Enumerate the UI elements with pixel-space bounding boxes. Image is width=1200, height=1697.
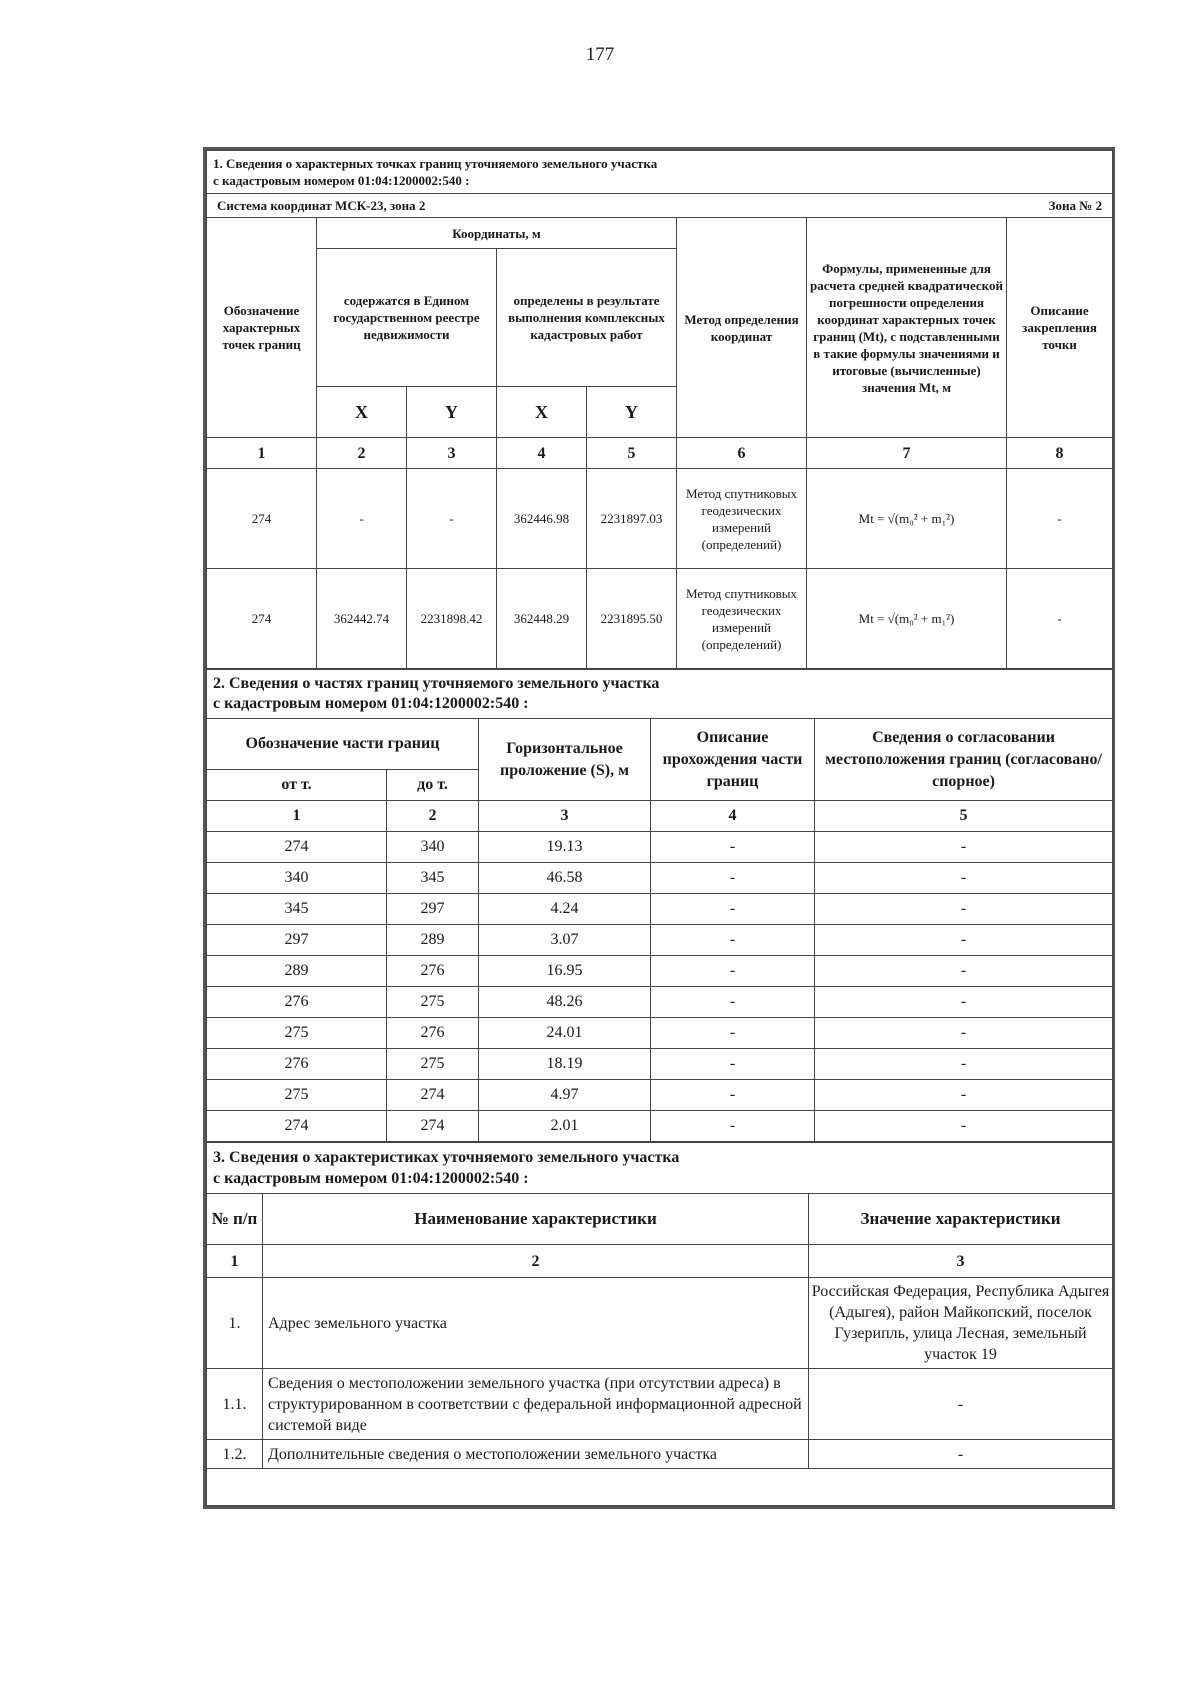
agreement: - bbox=[815, 925, 1113, 956]
col-num: 3 bbox=[479, 801, 651, 832]
from-point: 297 bbox=[207, 925, 387, 956]
empty-row bbox=[207, 1469, 1113, 1506]
table-row bbox=[207, 832, 1113, 863]
header-method: Метод определения координат bbox=[677, 218, 807, 438]
characteristic-name: Адрес земельного участка bbox=[263, 1278, 809, 1369]
to-point: 274 bbox=[387, 1111, 479, 1142]
section1-title bbox=[207, 151, 1113, 194]
col-num: 4 bbox=[497, 438, 587, 469]
table-row bbox=[207, 925, 1113, 956]
header-det-y: Y bbox=[587, 387, 677, 438]
coord-system: Система координат МСК-23, зона 2 bbox=[207, 194, 807, 218]
agreement: - bbox=[815, 894, 1113, 925]
horizontal-distance: 48.26 bbox=[479, 987, 651, 1018]
horizontal-distance: 46.58 bbox=[479, 863, 651, 894]
to-point: 276 bbox=[387, 956, 479, 987]
method: Метод спутниковых геодезических измерений (определений) bbox=[677, 469, 807, 569]
table-row bbox=[207, 894, 1113, 925]
characteristics-table bbox=[206, 1142, 1113, 1506]
characteristic-value: - bbox=[809, 1440, 1113, 1469]
from-point: 275 bbox=[207, 1018, 387, 1049]
reg-x: - bbox=[317, 469, 407, 569]
from-point: 340 bbox=[207, 863, 387, 894]
col-num: 2 bbox=[317, 438, 407, 469]
header-coordinates: Координаты, м bbox=[317, 218, 677, 249]
passage: - bbox=[651, 1111, 815, 1142]
header-from: от т. bbox=[207, 770, 387, 801]
characteristic-name: Дополнительные сведения о местоположении земельного участка bbox=[263, 1440, 809, 1469]
agreement: - bbox=[815, 1080, 1113, 1111]
row-num: 1.2. bbox=[207, 1440, 263, 1469]
passage: - bbox=[651, 863, 815, 894]
from-point: 345 bbox=[207, 894, 387, 925]
row-num: 1.1. bbox=[207, 1369, 263, 1440]
table-row bbox=[207, 987, 1113, 1018]
agreement: - bbox=[815, 863, 1113, 894]
to-point: 275 bbox=[387, 987, 479, 1018]
col-num: 5 bbox=[587, 438, 677, 469]
col-num: 3 bbox=[407, 438, 497, 469]
agreement: - bbox=[815, 832, 1113, 863]
formula: Mt = √(m₀² + m₁²) bbox=[807, 469, 1007, 569]
point-id: 274 bbox=[207, 569, 317, 669]
section1-title-line2: с кадастровым номером 01:04:1200002:540 : bbox=[213, 173, 470, 188]
agreement: - bbox=[815, 1111, 1113, 1142]
page-number: 177 bbox=[585, 44, 615, 65]
empty-cell bbox=[207, 1469, 1113, 1506]
passage: - bbox=[651, 956, 815, 987]
header-num: № п/п bbox=[207, 1194, 263, 1245]
col-num: 5 bbox=[815, 801, 1113, 832]
section2-title-line1: 2. Сведения о частях границ уточняемого земельного участка bbox=[213, 675, 660, 692]
boundary-parts-table bbox=[206, 669, 1113, 1142]
from-point: 275 bbox=[207, 1080, 387, 1111]
column-numbers-row bbox=[207, 438, 1113, 469]
table-row bbox=[207, 956, 1113, 987]
characteristic-name: Сведения о местоположении земельного участка (при отсутствии адреса) в структурированном в соответствии с федеральной информационной адресной системой виде bbox=[263, 1369, 809, 1440]
table-row bbox=[207, 469, 1113, 569]
col-num: 3 bbox=[809, 1245, 1113, 1278]
col-num: 8 bbox=[1007, 438, 1113, 469]
to-point: 274 bbox=[387, 1080, 479, 1111]
reg-y: 2231898.42 bbox=[407, 569, 497, 669]
reg-y: - bbox=[407, 469, 497, 569]
col-num: 1 bbox=[207, 1245, 263, 1278]
table-row bbox=[207, 1111, 1113, 1142]
passage: - bbox=[651, 987, 815, 1018]
section3-title-line2: с кадастровым номером 01:04:1200002:540 : bbox=[213, 1170, 529, 1187]
agreement: - bbox=[815, 1049, 1113, 1080]
agreement: - bbox=[815, 987, 1113, 1018]
points-table bbox=[206, 150, 1113, 669]
header-in-registry: содержатся в Едином государственном реестре недвижимости bbox=[317, 249, 497, 387]
header-determined: определены в результате выполнения комплексных кадастровых работ bbox=[497, 249, 677, 387]
to-point: 276 bbox=[387, 1018, 479, 1049]
characteristic-value: - bbox=[809, 1369, 1113, 1440]
horizontal-distance: 3.07 bbox=[479, 925, 651, 956]
horizontal-distance: 19.13 bbox=[479, 832, 651, 863]
section2-title bbox=[207, 670, 1113, 719]
table-row bbox=[207, 1018, 1113, 1049]
horizontal-distance: 16.95 bbox=[479, 956, 651, 987]
table-row bbox=[207, 863, 1113, 894]
table-row bbox=[207, 1440, 1113, 1469]
section2-title-line2: с кадастровым номером 01:04:1200002:540 : bbox=[213, 695, 529, 712]
from-point: 276 bbox=[207, 1049, 387, 1080]
horizontal-distance: 4.97 bbox=[479, 1080, 651, 1111]
passage: - bbox=[651, 1049, 815, 1080]
col-num: 6 bbox=[677, 438, 807, 469]
passage: - bbox=[651, 894, 815, 925]
header-det-x: X bbox=[497, 387, 587, 438]
header-part-designation: Обозначение части границ bbox=[207, 719, 479, 770]
horizontal-distance: 2.01 bbox=[479, 1111, 651, 1142]
reg-x: 362442.74 bbox=[317, 569, 407, 669]
horizontal-distance: 4.24 bbox=[479, 894, 651, 925]
from-point: 274 bbox=[207, 1111, 387, 1142]
from-point: 274 bbox=[207, 832, 387, 863]
det-y: 2231897.03 bbox=[587, 469, 677, 569]
header-name: Наименование характеристики bbox=[263, 1194, 809, 1245]
horizontal-distance: 18.19 bbox=[479, 1049, 651, 1080]
table-row bbox=[207, 1369, 1113, 1440]
table-row bbox=[207, 1049, 1113, 1080]
header-designation: Обозначение характерных точек границ bbox=[207, 218, 317, 438]
col-num: 7 bbox=[807, 438, 1007, 469]
section1-title-line1: 1. Сведения о характерных точках границ уточняемого земельного участка bbox=[213, 156, 658, 171]
characteristic-value: Российская Федерация, Республика Адыгея (Адыгея), район Майкопский, поселок Гузерипль, улица Лесная, земельный участок 19 bbox=[809, 1278, 1113, 1369]
passage: - bbox=[651, 925, 815, 956]
header-value: Значение характеристики bbox=[809, 1194, 1113, 1245]
to-point: 275 bbox=[387, 1049, 479, 1080]
table-row bbox=[207, 1080, 1113, 1111]
agreement: - bbox=[815, 956, 1113, 987]
header-passage: Описание прохождения части границ bbox=[651, 719, 815, 801]
section3-title-line1: 3. Сведения о характеристиках уточняемого земельного участка bbox=[213, 1149, 680, 1166]
table-row bbox=[207, 1278, 1113, 1369]
method: Метод спутниковых геодезических измерений (определений) bbox=[677, 569, 807, 669]
header-reg-y: Y bbox=[407, 387, 497, 438]
header-formulas: Формулы, примененные для расчета средней квадратической погрешности определения координат характерных точек границ (Mt), с подставленными в такие формулы значениями и итоговые (вычисленные) значения Mt, м bbox=[807, 218, 1007, 438]
header-agreement: Сведения о согласовании местоположения границ (согласовано/спорное) bbox=[815, 719, 1113, 801]
header-to: до т. bbox=[387, 770, 479, 801]
description: - bbox=[1007, 569, 1113, 669]
to-point: 297 bbox=[387, 894, 479, 925]
to-point: 345 bbox=[387, 863, 479, 894]
column-numbers-row bbox=[207, 801, 1113, 832]
zone-label: Зона № 2 bbox=[807, 194, 1113, 218]
description: - bbox=[1007, 469, 1113, 569]
col-num: 2 bbox=[387, 801, 479, 832]
formula: Mt = √(m₀² + m₁²) bbox=[807, 569, 1007, 669]
det-y: 2231895.50 bbox=[587, 569, 677, 669]
column-numbers-row bbox=[207, 1245, 1113, 1278]
col-num: 1 bbox=[207, 801, 387, 832]
from-point: 289 bbox=[207, 956, 387, 987]
horizontal-distance: 24.01 bbox=[479, 1018, 651, 1049]
col-num: 2 bbox=[263, 1245, 809, 1278]
passage: - bbox=[651, 1018, 815, 1049]
to-point: 340 bbox=[387, 832, 479, 863]
col-num: 1 bbox=[207, 438, 317, 469]
col-num: 4 bbox=[651, 801, 815, 832]
cadastral-document bbox=[203, 147, 1115, 1509]
table-row bbox=[207, 569, 1113, 669]
section3-title bbox=[207, 1143, 1113, 1194]
det-x: 362446.98 bbox=[497, 469, 587, 569]
passage: - bbox=[651, 1080, 815, 1111]
to-point: 289 bbox=[387, 925, 479, 956]
header-horizontal: Горизонтальное проложение (S), м bbox=[479, 719, 651, 801]
from-point: 276 bbox=[207, 987, 387, 1018]
det-x: 362448.29 bbox=[497, 569, 587, 669]
header-description: Описание закрепления точки bbox=[1007, 218, 1113, 438]
row-num: 1. bbox=[207, 1278, 263, 1369]
point-id: 274 bbox=[207, 469, 317, 569]
agreement: - bbox=[815, 1018, 1113, 1049]
passage: - bbox=[651, 832, 815, 863]
header-reg-x: X bbox=[317, 387, 407, 438]
